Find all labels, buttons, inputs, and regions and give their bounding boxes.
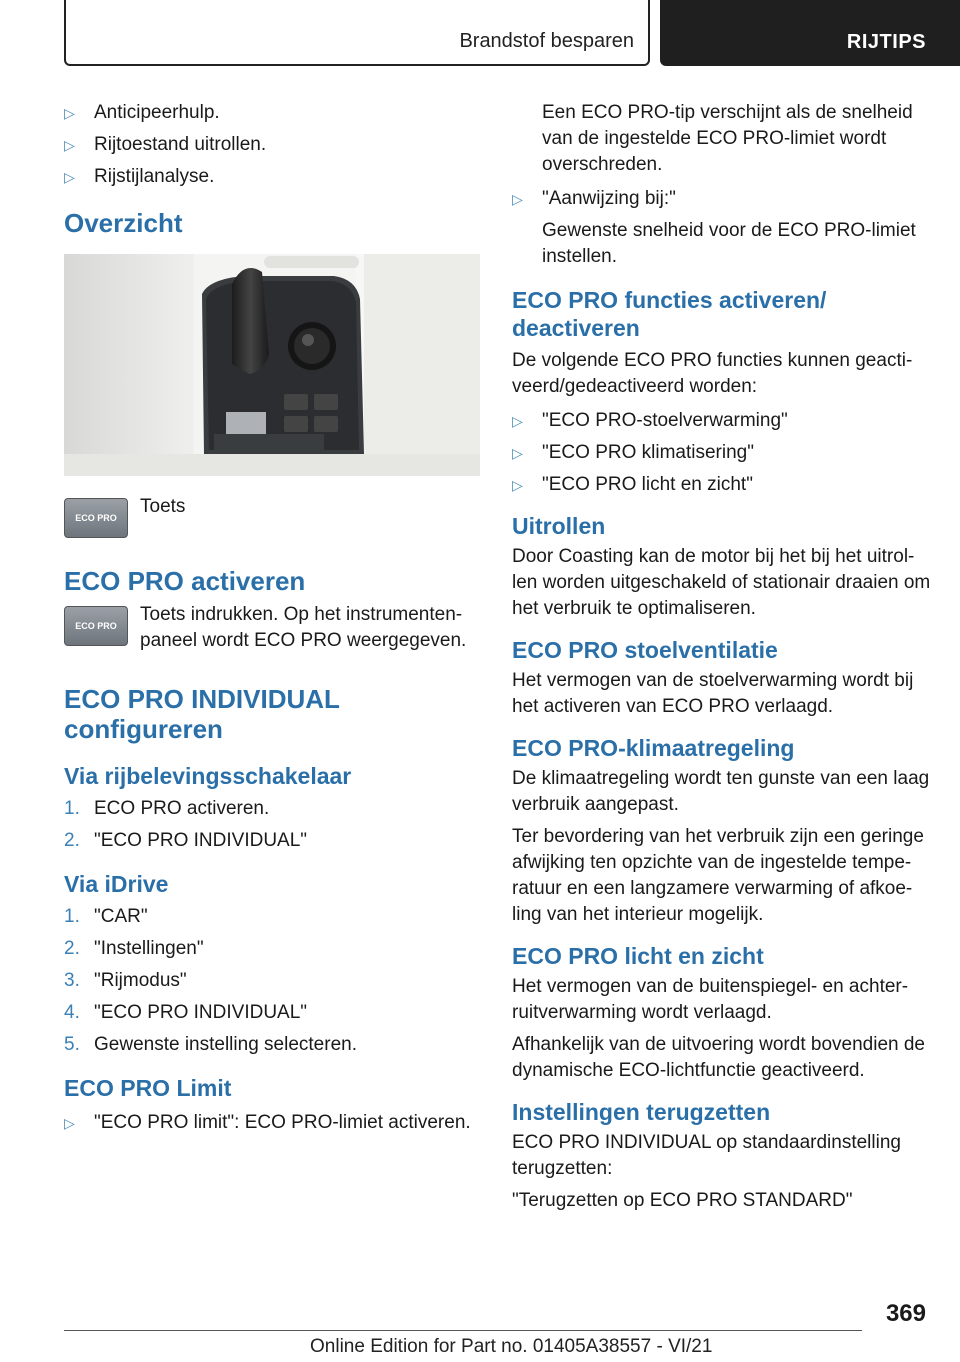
klimaat-text-2: Ter bevordering van het verbruik zijn een geringe afwijking ten opzichte van de ingestelde tempe-ratuur en een langzamere verwarming of afkoe-ling van het interieur mogelijk.: [512, 826, 924, 925]
list-item: 2. "Instellingen": [64, 938, 204, 959]
header-section-box: [64, 0, 650, 66]
list-item: 4. "ECO PRO INDIVIDUAL": [64, 1002, 308, 1023]
list-item: ▷ Rijstijlanalyse.: [64, 164, 484, 190]
page-number: 369: [885, 1300, 926, 1327]
overzicht-heading: Overzicht: [64, 208, 183, 238]
stoel-heading: ECO PRO stoelventilatie: [512, 637, 778, 663]
reset-value: "Terugzetten op ECO PRO STANDARD": [512, 1190, 853, 1211]
toets-caption: Toets: [140, 496, 186, 517]
list-item: 2. "ECO PRO INDIVIDUAL": [64, 830, 308, 851]
licht-heading: ECO PRO licht en zicht: [512, 943, 764, 969]
triangle-bullet-icon: ▷: [512, 477, 523, 493]
triangle-bullet-icon: ▷: [512, 191, 523, 207]
header-section-title: Brandstof besparen: [459, 30, 634, 52]
toets-row: [64, 494, 484, 560]
list-item: ▷ "Aanwijzing bij:": [512, 186, 932, 212]
reset-text: ECO PRO INDIVIDUAL op standaardinstelling terugzetten:: [512, 1132, 901, 1179]
eco-pro-button[interactable]: ECO PRO: [64, 606, 128, 646]
center-console-photo: [64, 254, 480, 476]
list-item: ▷ "ECO PRO limit": ECO PRO-limiet activeren.: [64, 1110, 484, 1136]
functies-heading: ECO PRO functies activeren/ deactiveren: [512, 287, 827, 341]
triangle-bullet-icon: ▷: [64, 1115, 75, 1131]
triangle-bullet-icon: ▷: [512, 445, 523, 461]
licht-text-1: Het vermogen van de buitenspiegel- en achter-ruitverwarming wordt verlaagd.: [512, 976, 909, 1023]
triangle-bullet-icon: ▷: [64, 105, 75, 121]
footer-edition: Online Edition for Part no. 01405A38557 - VI/21: [310, 1336, 713, 1357]
klimaat-heading: ECO PRO-klimaatregeling: [512, 735, 795, 761]
via-idrive-heading: Via iDrive: [64, 871, 169, 897]
list-item: 5. Gewenste instelling selecteren.: [64, 1034, 357, 1055]
header-chapter-tab[interactable]: [660, 0, 960, 66]
limit-tip-text: Een ECO PRO-tip verschijnt als de snelheid van de ingestelde ECO PRO-limiet wordt overschreden.: [542, 102, 913, 175]
triangle-bullet-icon: ▷: [64, 137, 75, 153]
list-item: ▷ Anticipeerhulp.: [64, 100, 484, 126]
footer-divider: [64, 1330, 862, 1331]
list-item: 1. ECO PRO activeren.: [64, 798, 270, 819]
header-chapter-label: RIJTIPS: [846, 31, 926, 53]
list-item: ▷ "ECO PRO klimatisering": [512, 440, 932, 466]
triangle-bullet-icon: ▷: [64, 169, 75, 185]
list-item: 3. "Rijmodus": [64, 970, 187, 991]
limit-heading: ECO PRO Limit: [64, 1075, 232, 1101]
activeren-row: [64, 602, 484, 662]
functies-text: De volgende ECO PRO functies kunnen geacti-veerd/gedeactiveerd worden:: [512, 350, 913, 397]
reset-heading: Instellingen terugzetten: [512, 1099, 771, 1125]
list-item: ▷ "ECO PRO licht en zicht": [512, 472, 932, 498]
activeren-text: Toets indrukken. Op het instrumenten-paneel wordt ECO PRO weergegeven.: [140, 604, 467, 651]
eco-pro-button[interactable]: ECO PRO: [64, 498, 128, 538]
via-switch-heading: Via rijbelevingsschakelaar: [64, 763, 352, 789]
list-item: ▷ Rijtoestand uitrollen.: [64, 132, 484, 158]
triangle-bullet-icon: ▷: [512, 413, 523, 429]
licht-text-2: Afhankelijk van de uitvoering wordt bovendien de dynamische ECO-lichtfunctie geactiveerd.: [512, 1034, 925, 1081]
klimaat-text-1: De klimaatregeling wordt ten gunste van een laag verbruik aangepast.: [512, 768, 930, 815]
uitrollen-heading: Uitrollen: [512, 513, 606, 539]
individual-heading: ECO PRO INDIVIDUAL configureren: [64, 684, 340, 744]
right-column: [512, 100, 932, 1214]
activeren-heading: ECO PRO activeren: [64, 566, 306, 596]
left-column: [64, 100, 484, 1142]
stoel-text: Het vermogen van de stoelverwarming wordt bij het activeren van ECO PRO verlaagd.: [512, 670, 914, 717]
list-item: 1. "CAR": [64, 906, 148, 927]
aanwijzing-text: Gewenste snelheid voor de ECO PRO-limiet instellen.: [542, 220, 916, 267]
uitrollen-text: Door Coasting kan de motor bij het bij het uitrol-len worden uitgeschakeld of stationair draaien om het verbruik te optimaliseren.: [512, 546, 931, 619]
list-item: ▷ "ECO PRO-stoelverwarming": [512, 408, 932, 434]
